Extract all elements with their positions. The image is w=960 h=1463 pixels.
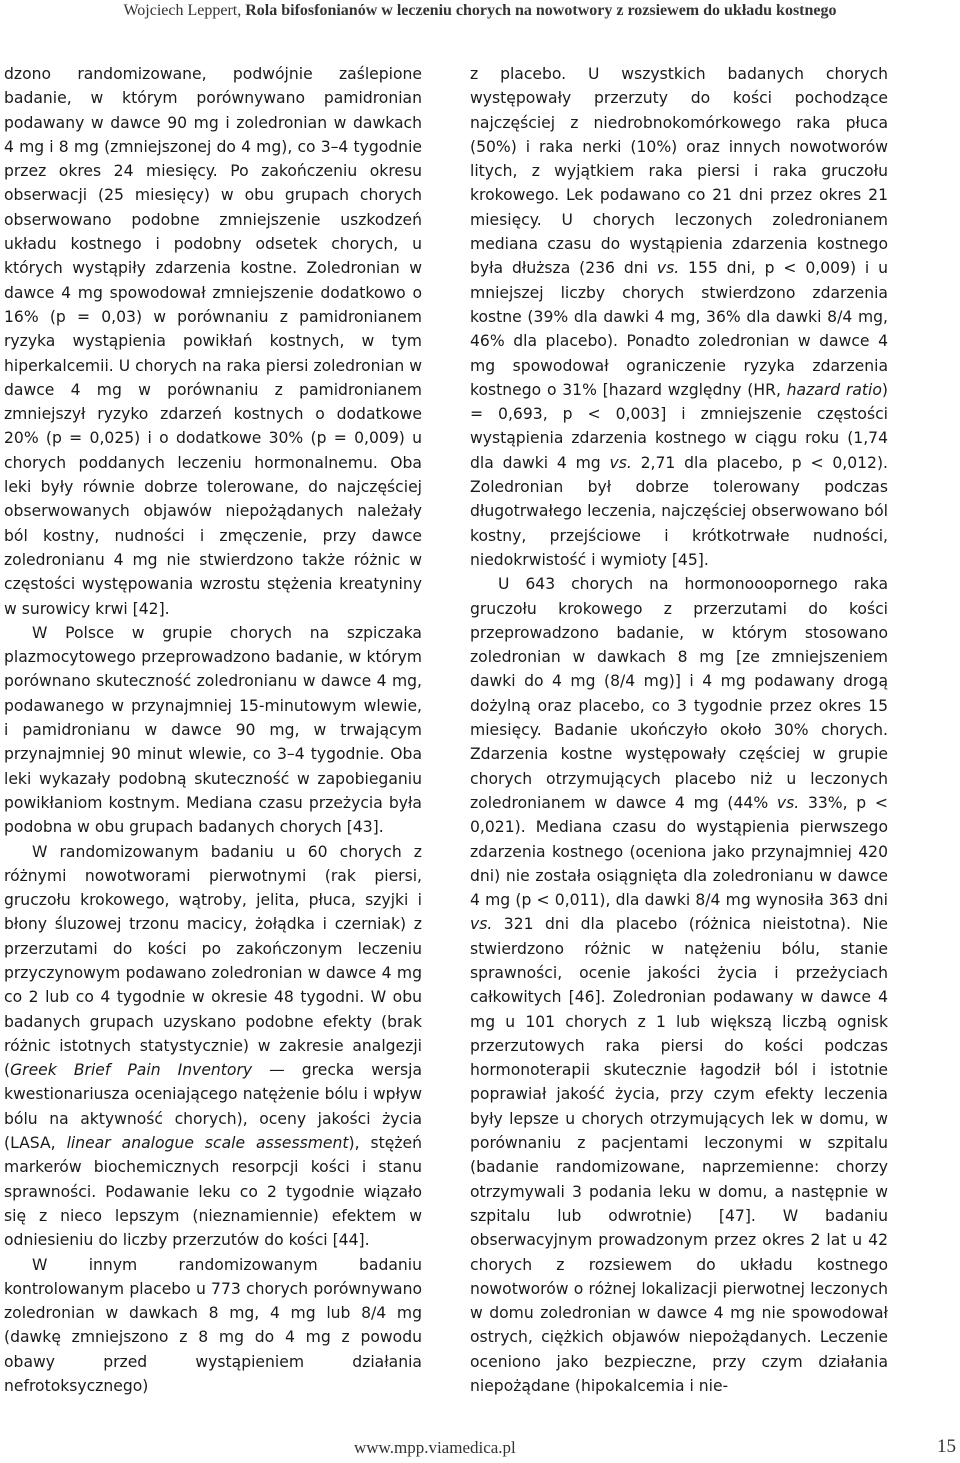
- italic-term: vs.: [776, 793, 800, 812]
- left-paragraph-4: W innym randomizowanym badaniu kontrolowanym placebo u 773 chorych porównywano zoledronian w dawkach 8 mg, 4 mg lub 8/4 mg (dawkę zmniejszono z 8 mg do 4 mg z powodu obawy przed wystąpieniem działania nefrotoksycznego): [4, 1255, 422, 1396]
- text-run: z placebo. U wszystkich badanych chorych występowały przerzuty do kości pochodzące najczęściej z niedrobnokomórkowego raka płuca (50%) i raka nerki (10%) oraz innych nowotworów litych, z wyjątkiem raka piersi i raka gruczołu krokowego. Lek podawano co 21 dni przez okres 21 miesięcy. U chorych leczonych zoledronianem mediana czasu do wystąpienia zdarzenia kostnego była dłuższa (236 dni: [470, 65, 888, 278]
- text-run: 321 dni dla placebo (różnica nieistotna). Nie stwierdzono różnic w natężeniu bólu, stanie sprawności, ocenie jakości życia i przeżyciach całkowitych [46]. Zoledronian podawany w dawce 4 mg u 101 chorych z 1 lub większą liczbą ognisk przerzutowych raka piersi do kości podczas hormonoterapii skutecznie łagodził ból i istotnie poprawiał jakość życia, przy czym efekty leczenia były lepsze u chorych otrzymujących lek w domu, w porównaniu z pacjentami leczonymi w szpitalu (badanie randomizowane, naprzemienne: chorzy otrzymywali 3 podania leku w domu, a następnie w szpitalu lub odwrotnie) [47]. W badaniu obserwacyjnym prowadzonym przez okres 2 lat u 42 chorych z rozsiewem do układu kostnego nowotworów o różnej lokalizacji pierwotnej leczonych w domu zoledronian w dawce 4 mg nie spowodował ostrych, ciężkich objawów niepożądanych. Leczenie oceniono jako bezpieczne, przy czym działania niepożądane (hipokalcemia i nie-: [470, 915, 888, 1396]
- left-paragraph-3: [4, 840, 422, 1253]
- text-run: — grecka wersja kwestionariusza oceniającego natężenie bólu i wpływ bólu na aktywność chorych), oceny jakości życia (LASA,: [4, 1061, 423, 1153]
- text-run: 155 dni, p < 0,009) i u mniejszej liczby chorych stwierdzono zdarzenia kostne (39% dla dawki 4 mg, 36% dla dawki 8/4 mg, 46% dla placebo). Ponadto zoledronian w dawce 4 mg spowodował ograniczenie ryzyka zdarzenia kostnego o 31% [hazard względny (HR,: [470, 259, 889, 399]
- header-authors: Wojciech Leppert,: [123, 2, 242, 19]
- italic-term: hazard ratio: [786, 380, 882, 399]
- text-run: U 643 chorych na hormonooopornego raka gruczołu krokowego z przerzutami do kości przeprowadzono badanie, w którym stosowano zoledronian w dawkach 8 mg [ze zmniejszeniem dawki do 4 mg (8/4 mg)] i 4 mg podawany drogą dożylną oraz placebo, co 3 tygodnie przez okres 15 miesięcy. Badanie ukończyło około 30% chorych. Zdarzenia kostne występowały częściej w grupie chorych otrzymujących placebo niż u leczonych zoledronianem w dawce 4 mg (44%: [470, 575, 888, 812]
- left-column: [4, 62, 422, 1398]
- text-run: ), stężeń markerów biochemicznych resorpcji kości i stanu sprawności. Podawanie leku co 2 tygodnie wiązało się z nieco lepszym (nieznamiennie) efektem w odniesieniu do liczby przerzutów do kości [44].: [4, 1134, 422, 1250]
- left-paragraph-1: dzono randomizowane, podwójnie zaślepione badanie, w którym porównywano pamidronian podawany w dawce 90 mg i zoledronian w dawkach 4 mg i 8 mg (zmniejszonej do 4 mg), co 3–4 tygodnie przez okres 24 miesięcy. Po zakończeniu okresu obserwacji (25 miesięcy) w obu grupach chorych obserwowano podobne zmniejszenie uszkodzeń układu kostnego i podobny odsetek chorych, u których wystąpiły zdarzenia kostne. Zoledronian w dawce 4 mg spowodował zmniejszenie dodatkowo o 16% (p = 0,03) w porównaniu z pamidronianem ryzyka wystąpienia powikłań kostnych, w tym hiperkalcemii. U chorych na raka piersi zoledronian w dawce 4 mg w porównaniu z pamidronianem zmniejszył ryzyko zdarzeń kostnych o dodatkowe 20% (p = 0,025) i o dodatkowe 30% (p = 0,009) u chorych poddanych leczeniu hormonalnemu. Oba leki były równie dobrze tolerowane, do najczęściej obserwowanych objawów niepożądanych należały ból kostny, nudności i zmęczenie, przy dawce zoledronianu 4 mg nie stwierdzono także różnic w częstości występowania wzrostu stężenia kreatyniny w surowicy krwi [42].: [4, 65, 422, 618]
- running-header: [0, 0, 960, 22]
- italic-term: Greek Brief Pain Inventory: [10, 1061, 253, 1080]
- text-run: 2,71 dla placebo, p < 0,012). Zoledronian był dobrze tolerowany podczas długotrwałego leczenia, najczęściej obserwowano ból kostny, przejściowe i krótkotrwałe nudności, niedokrwistość i wymioty [45].: [470, 453, 888, 569]
- text-run: 33%, p < 0,021). Mediana czasu do wystąpienia pierwszego zdarzenia kostnego (oceniona jako przynajmniej 420 dni) nie została osiągnięta dla zoledronianu w dawce 4 mg (p < 0,011), dla dawki 8/4 mg wynosiła 363 dni: [470, 793, 888, 910]
- page-number: 15: [937, 1436, 956, 1457]
- text-run: ) = 0,693, p < 0,003] i zmniejszenie częstości wystąpienia zdarzenia kostnego w ciągu roku (1,74 dla dawki 4 mg: [470, 380, 888, 472]
- italic-term: vs.: [656, 259, 680, 278]
- header-title: Rola bifosfonianów w leczeniu chorych na nowotwory z rozsiewem do układu kostnego: [245, 2, 837, 19]
- italic-term: vs.: [470, 915, 493, 934]
- text-run: W randomizowanym badaniu u 60 chorych z różnymi nowotworami pierwotnymi (rak piersi, gruczołu krokowego, wątroby, jelita, płuca, szyjki i błony śluzowej trzonu macicy, żołądka i czerniak) z przerzutami do kości po zakończonym leczeniu przyczynowym podawano zoledronian w dawce 4 mg co 2 lub co 4 tygodnie w okresie 48 tygodni. W obu badanych grupach uzyskano podobne efekty (brak różnic istotnych statystycznie) w zakresie analgezji (: [4, 842, 422, 1080]
- footer-url[interactable]: www.mpp.viamedica.pl: [354, 1438, 516, 1457]
- right-paragraph-1: [470, 62, 888, 572]
- italic-term: linear analogue scale assessment: [66, 1134, 349, 1153]
- left-paragraph-2: W Polsce w grupie chorych na szpiczaka plazmocytowego przeprowadzono badanie, w którym porównano skuteczność zoledronianu w dawce 4 mg, podawanego w przynajmniej 15-minutowym wlewie, i pamidronianu w dawce 90 mg, w trwającym przynajmniej 90 minut wlewie, co 3–4 tygodnie. Oba leki wykazały podobną skuteczność w zapobieganiu powikłaniom kostnym. Mediana czasu przeżycia była podobna w obu grupach badanych chorych [43].: [4, 623, 422, 837]
- right-paragraph-2: [470, 572, 888, 1398]
- right-column: [470, 62, 888, 1398]
- italic-term: vs.: [609, 453, 632, 472]
